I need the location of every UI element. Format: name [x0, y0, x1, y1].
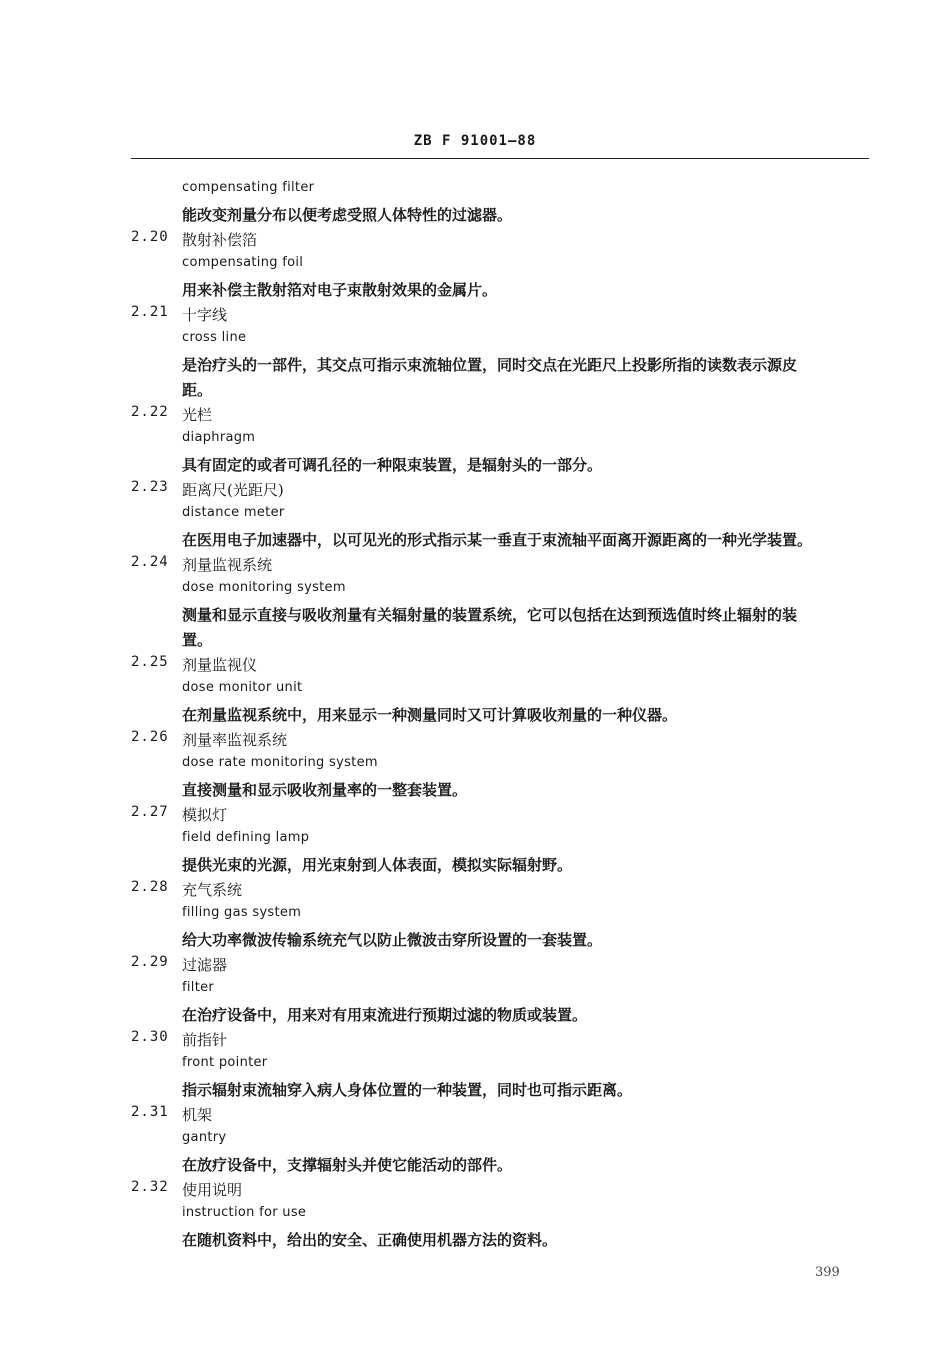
- entry-number: 2.30: [131, 1029, 169, 1045]
- entry-chinese-term: 使用说明: [182, 1181, 243, 1199]
- entry-english-term: gantry: [182, 1130, 227, 1145]
- entry-chinese-term: 模拟灯: [182, 806, 228, 824]
- standard-code-header: ZB F 91001—88: [413, 133, 537, 149]
- entry-definition-line: 测量和显示直接与吸收剂量有关辐射量的装置系统，它可以包括在达到预选值时终止辐射的装: [182, 606, 798, 624]
- entry-definition-line: 指示辐射束流轴穿入病人身体位置的一种装置，同时也可指示距离。: [182, 1081, 633, 1099]
- entry-definition-line: 在医用电子加速器中，以可见光的形式指示某一垂直于束流轴平面离开源距离的一种光学装置。: [182, 531, 813, 549]
- entry-definition-line: 是治疗头的一部件，其交点可指示束流轴位置，同时交点在光距尺上投影所指的读数表示源皮: [182, 356, 798, 374]
- entry-number: 2.22: [131, 404, 169, 420]
- entry-number: 2.27: [131, 804, 169, 820]
- entry-definition-line: 用来补偿主散射箔对电子束散射效果的金属片。: [182, 281, 498, 299]
- entry-definition-line: 提供光束的光源，用光束射到人体表面，模拟实际辐射野。: [182, 856, 573, 874]
- entry-english-term: compensating foil: [182, 255, 304, 270]
- entry-definition-line: 具有固定的或者可调孔径的一种限束装置，是辐射头的一部分。: [182, 456, 603, 474]
- entry-number: 2.24: [131, 554, 169, 570]
- entry-chinese-term: 剂量监视仪: [182, 656, 258, 674]
- entry-definition-line: 距。: [182, 381, 213, 399]
- entry-chinese-term: 剂量率监视系统: [182, 731, 288, 749]
- intro-definition: 能改变剂量分布以便考虑受照人体特性的过滤器。: [182, 206, 513, 224]
- entry-number: 2.31: [131, 1104, 169, 1120]
- entry-english-term: cross line: [182, 330, 247, 345]
- entry-definition-line: 在放疗设备中，支撑辐射头并使它能活动的部件。: [182, 1156, 513, 1174]
- entry-chinese-term: 距离尺(光距尺): [182, 481, 284, 499]
- entry-english-term: diaphragm: [182, 430, 256, 445]
- entry-number: 2.21: [131, 304, 169, 320]
- entry-definition-line: 置。: [182, 631, 213, 649]
- entry-definition-line: 在剂量监视系统中，用来显示一种测量同时又可计算吸收剂量的一种仪器。: [182, 706, 678, 724]
- entry-chinese-term: 剂量监视系统: [182, 556, 273, 574]
- entry-chinese-term: 充气系统: [182, 881, 243, 899]
- entry-chinese-term: 机架: [182, 1106, 213, 1124]
- entry-definition-line: 在随机资料中，给出的安全、正确使用机器方法的资料。: [182, 1231, 558, 1249]
- entry-chinese-term: 过滤器: [182, 956, 228, 974]
- entry-definition-line: 在治疗设备中，用来对有用束流进行预期过滤的物质或装置。: [182, 1006, 588, 1024]
- header-rule: [131, 158, 869, 159]
- entry-number: 2.23: [131, 479, 169, 495]
- entry-english-term: instruction for use: [182, 1205, 307, 1220]
- entry-english-term: filter: [182, 980, 215, 995]
- entry-english-term: dose rate monitoring system: [182, 755, 378, 770]
- entry-number: 2.32: [131, 1179, 169, 1195]
- intro-english-term: compensating filter: [182, 180, 315, 195]
- entry-english-term: field defining lamp: [182, 830, 310, 845]
- entry-english-term: filling gas system: [182, 905, 302, 920]
- entry-definition-line: 直接测量和显示吸收剂量率的一整套装置。: [182, 781, 468, 799]
- entry-english-term: dose monitoring system: [182, 580, 346, 595]
- entry-chinese-term: 散射补偿箔: [182, 231, 258, 249]
- entry-english-term: front pointer: [182, 1055, 268, 1070]
- entry-number: 2.28: [131, 879, 169, 895]
- entry-number: 2.25: [131, 654, 169, 670]
- page-number: 399: [815, 1265, 840, 1280]
- entry-definition-line: 给大功率微波传输系统充气以防止微波击穿所设置的一套装置。: [182, 931, 603, 949]
- entry-chinese-term: 前指针: [182, 1031, 228, 1049]
- entry-english-term: distance meter: [182, 505, 285, 520]
- entry-number: 2.29: [131, 954, 169, 970]
- entry-english-term: dose monitor unit: [182, 680, 303, 695]
- entry-number: 2.26: [131, 729, 169, 745]
- entry-number: 2.20: [131, 229, 169, 245]
- entry-chinese-term: 十字线: [182, 306, 228, 324]
- entry-chinese-term: 光栏: [182, 406, 213, 424]
